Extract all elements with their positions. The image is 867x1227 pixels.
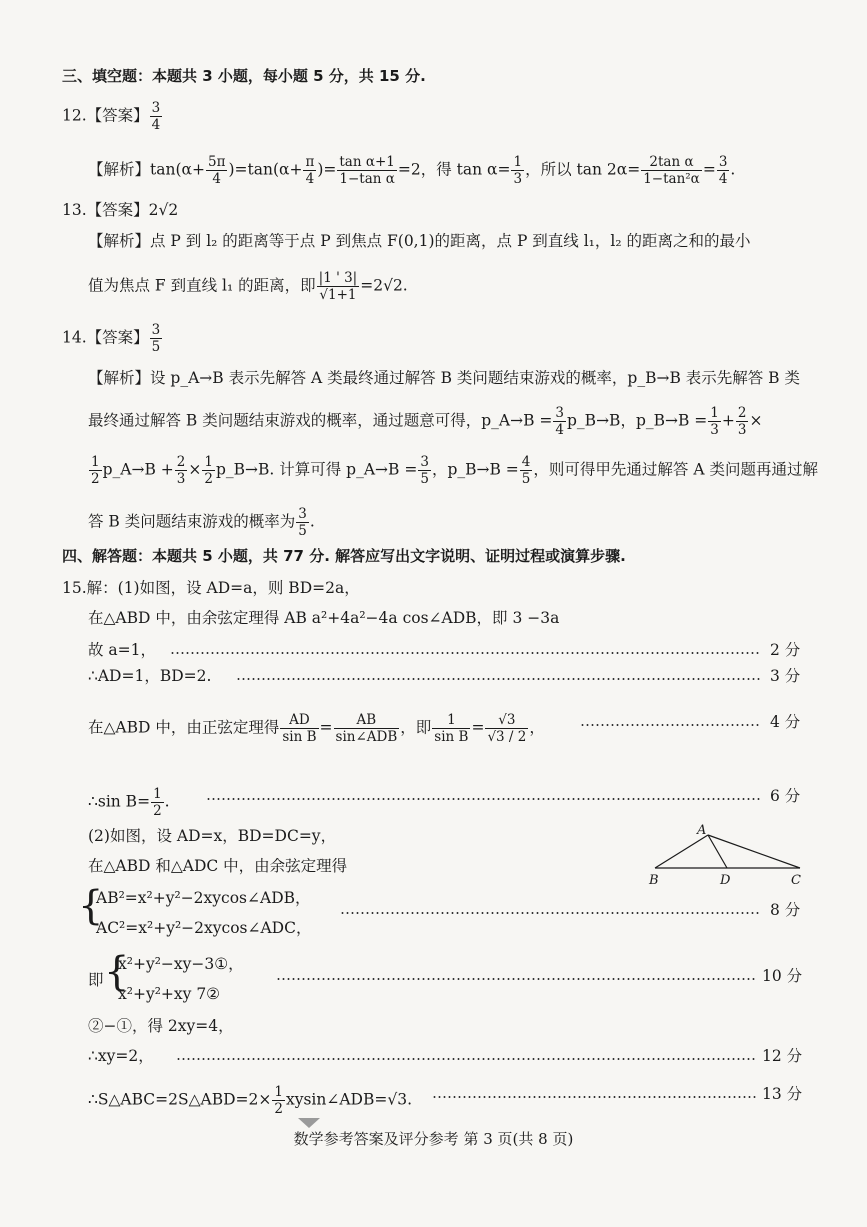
- q15-line3: 故 a=1，: [88, 641, 157, 659]
- score-8: 8 分: [770, 901, 801, 919]
- q15-line2: 在△ABD 中，由余弦定理得 AB a²+4a²−4a cos∠ADB，即 3 −3a: [88, 609, 560, 627]
- q15-eq-ab: AB²=x²+y²−2xycos∠ADB，: [96, 889, 311, 907]
- q15-line7: (2)如图，设 AD=x，BD=DC=y，: [88, 827, 337, 845]
- q14-analysis-line2: 最终通过解答 B 类问题结束游戏的概率，通过题意可得，p_A→B = $\frac{3}{4}$ p_B→B，p_B→B = $\frac{1}{3}$ + $\frac{2}{3}$ ×: [88, 405, 763, 438]
- leader-dots: [432, 1096, 756, 1098]
- q13-answer: 13.【答案】2√2: [62, 201, 179, 219]
- score-6: 6 分: [770, 787, 801, 805]
- left-brace: {: [78, 883, 104, 929]
- leader-dots: [170, 652, 760, 654]
- q15-line12: ∴xy=2，: [88, 1047, 154, 1065]
- segment-ac: [708, 835, 800, 868]
- q13-analysis-line2: 值为焦点 F 到直线 l₁ 的距离，即 $\frac{|1 ' 3|}{√1+1}$ =2√2.: [88, 270, 408, 303]
- leader-dots: [176, 1058, 756, 1060]
- leader-dots: [340, 912, 760, 914]
- section4-title: 四、解答题：本题共 5 小题，共 77 分. 解答应写出文字说明、证明过程或演算步骤.: [62, 547, 626, 565]
- score-3: 3 分: [770, 667, 801, 685]
- q14-analysis-line1: 【解析】设 p_A→B 表示先解答 A 类最终通过解答 B 类问题结束游戏的概率，p_B→B 表示先解答 B 类: [88, 369, 801, 387]
- q14-analysis-line3: $\frac{1}{2}$ p_A→B + $\frac{2}{3}$ × $\frac{1}{2}$ p_B→B. 计算可得 p_A→B = $\frac{3}{5}$ ，p_B→B = $\frac{4}{5}$ ，则可得甲先通过解答 A 类问题再通过解: [91, 454, 818, 487]
- label-a: A: [697, 823, 707, 838]
- q15-eq1: x²+y²−xy−3①，: [118, 955, 244, 973]
- label-c: C: [791, 873, 801, 888]
- score-10: 10 分: [762, 967, 803, 985]
- q12-answer-fraction: $\frac{3}{4}$: [151, 100, 161, 133]
- q13-analysis-line1: 【解析】点 P 到 l₂ 的距离等于点 P 到焦点 F(0,1)的距离，点 P 到直线 l₁，l₂ 的距离之和的最小: [88, 232, 751, 250]
- leader-dots: [580, 724, 760, 726]
- leader-dots: [276, 978, 756, 980]
- q15-line11: ②−①，得 2xy=4，: [88, 1017, 234, 1035]
- score-12: 12 分: [762, 1047, 803, 1065]
- q15-ji: 即: [88, 971, 104, 989]
- q15-line6: ∴sin B= $\frac{1}{2}$ .: [88, 786, 170, 819]
- score-2: 2 分: [770, 641, 801, 659]
- segment-ab: [655, 835, 708, 868]
- q12-answer: 12.【答案】 $\frac{3}{4}$: [62, 100, 161, 133]
- q15-line8: 在△ABD 和△ADC 中，由余弦定理得: [88, 857, 348, 875]
- score-13: 13 分: [762, 1085, 803, 1103]
- label-d: D: [720, 873, 731, 888]
- leader-dots: [236, 678, 760, 680]
- footer-mark-icon: [298, 1118, 320, 1128]
- q15-line4: ∴AD=1，BD=2.: [88, 667, 212, 685]
- triangle-figure: [645, 820, 820, 890]
- q14-analysis-line4: 答 B 类问题结束游戏的概率为 $\frac{3}{5}$ .: [88, 506, 315, 539]
- q15-line5: 在△ABD 中，由正弦定理得 $\frac{AD}{\text{sin B}}$ = $\frac{AB}{\text{sin∠ADB}}$ ，即 $\frac{1}{\text{sin B}}$ = $\frac{√3}{√3 / 2}$ ，: [88, 712, 545, 745]
- q14-answer: 14.【答案】 $\frac{3}{5}$: [62, 322, 161, 355]
- score-4: 4 分: [770, 713, 801, 731]
- q15-line1: 15.解：(1)如图，设 AD=a，则 BD=2a，: [62, 579, 360, 597]
- q15-eq2: x²+y²+xy 7②: [118, 985, 221, 1003]
- leader-dots: [206, 798, 760, 800]
- section3-title: 三、填空题：本题共 3 小题，每小题 5 分，共 15 分.: [62, 67, 426, 85]
- left-brace: {: [104, 949, 130, 995]
- page-footer: 数学参考答案及评分参考 第 3 页(共 8 页): [293, 1130, 574, 1148]
- q15-eq-ac: AC²=x²+y²−2xycos∠ADC，: [96, 919, 312, 937]
- q15-line13: ∴S△ABC=2S△ABD=2× $\frac{1}{2}$ xysin∠ADB=√3.: [88, 1084, 413, 1117]
- q12-analysis: 【解析】tan(α+ $\frac{5\pi}{4}$ )=tan(α+ $\frac{\pi}{4}$ )= $\frac{\text{tan α+1}}{\text{1−tan α}}$ =2，得 tan α= $\frac{1}{3}$ ，所以 tan 2α= $\frac{\text{2tan α}}{\text{1−tan²α}}$ = $\frac{3}{4}$ .: [88, 154, 736, 187]
- label-b: B: [649, 873, 659, 888]
- segment-ad: [708, 835, 727, 868]
